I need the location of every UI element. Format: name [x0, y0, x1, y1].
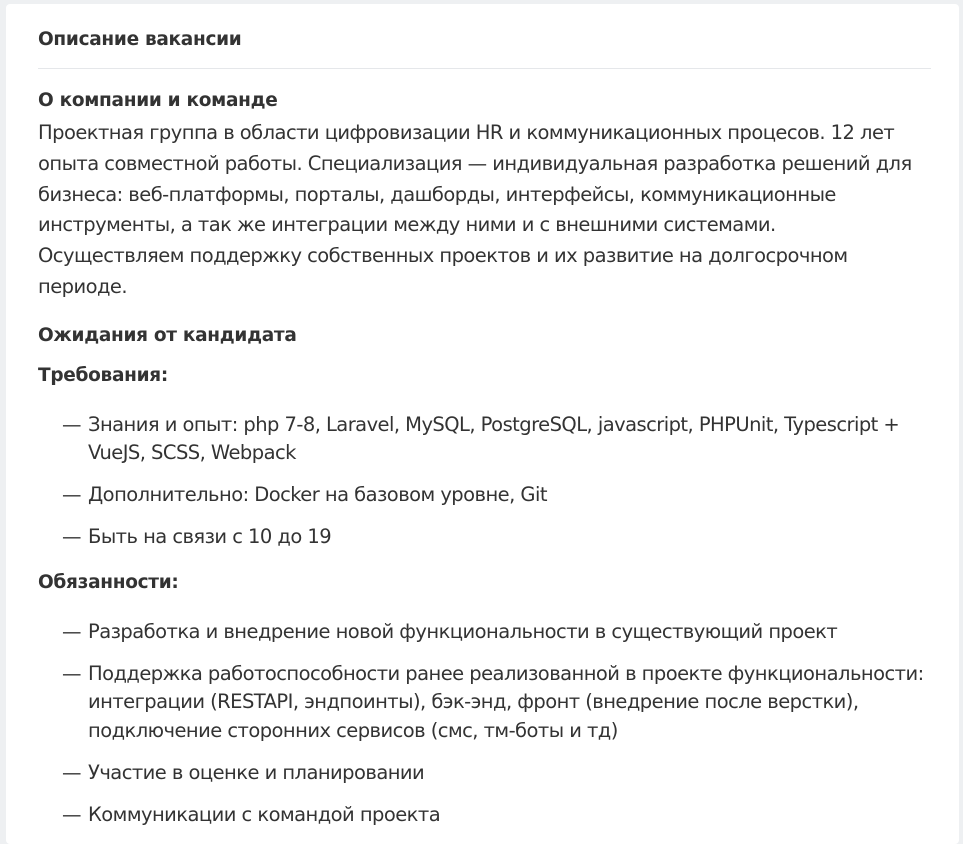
requirement-item — [38, 523, 928, 552]
dash-bullet: — — [62, 525, 81, 549]
duty-text: Участие в оценке и планировании — [88, 760, 425, 784]
dash-bullet: — — [62, 760, 81, 784]
duty-item — [38, 801, 928, 830]
dash-bullet: — — [62, 619, 81, 643]
requirement-item — [38, 411, 928, 468]
divider — [38, 68, 931, 69]
vacancy-description-card — [6, 4, 959, 844]
requirements-title: Требования: — [38, 364, 168, 386]
dash-bullet: — — [62, 412, 81, 436]
duty-item — [38, 759, 928, 788]
requirements-list — [38, 411, 927, 552]
dash-bullet: — — [62, 661, 81, 685]
card-title: Описание вакансии — [38, 29, 242, 50]
requirement-text: Быть на связи с 10 до 19 — [88, 525, 332, 549]
expectations-section-title: Ожидания от кандидата — [38, 324, 297, 346]
duty-text: Коммуникации с командой проекта — [88, 802, 441, 826]
requirement-item — [38, 481, 928, 510]
company-section-title: О компании и команде — [38, 90, 278, 111]
duties-title: Обязанности: — [38, 571, 179, 593]
duties-list — [38, 618, 927, 830]
duty-item — [38, 660, 928, 746]
duty-item — [38, 618, 928, 647]
dash-bullet: — — [62, 802, 81, 826]
duty-text: Разработка и внедрение новой функциональности в существующий проект — [88, 619, 838, 643]
requirement-text: Знания и опыт: php 7-8, Laravel, MySQL, PostgreSQL, javascript, PHPUnit, Typescript + VueJS, SCSS, Webpack — [88, 412, 900, 465]
duty-text: Поддержка работоспособности ранее реализованной в проекте функциональности: интеграции (RESTAPI, эндпоинты), бэк-энд, фронт (внедрение после верстки), подключение сторонних сервисов (смс, тм-боты и тд) — [88, 661, 924, 742]
requirement-text: Дополнительно: Docker на базовом уровне, Git — [88, 483, 547, 507]
company-description: Проектная группа в области цифровизации HR и коммуникационных процесов. 12 лет опыта совместной работы. Специализация — индивидуальная разработка решений для бизнеса: веб-платформы, порталы, дашборды, интерфейсы, коммуникационные инструменты, а так же интеграции между ними и с внешними системами. Осуществляем поддержку собственных проектов и их развитие на долгосрочном периоде. — [38, 121, 912, 298]
dash-bullet: — — [62, 483, 81, 507]
